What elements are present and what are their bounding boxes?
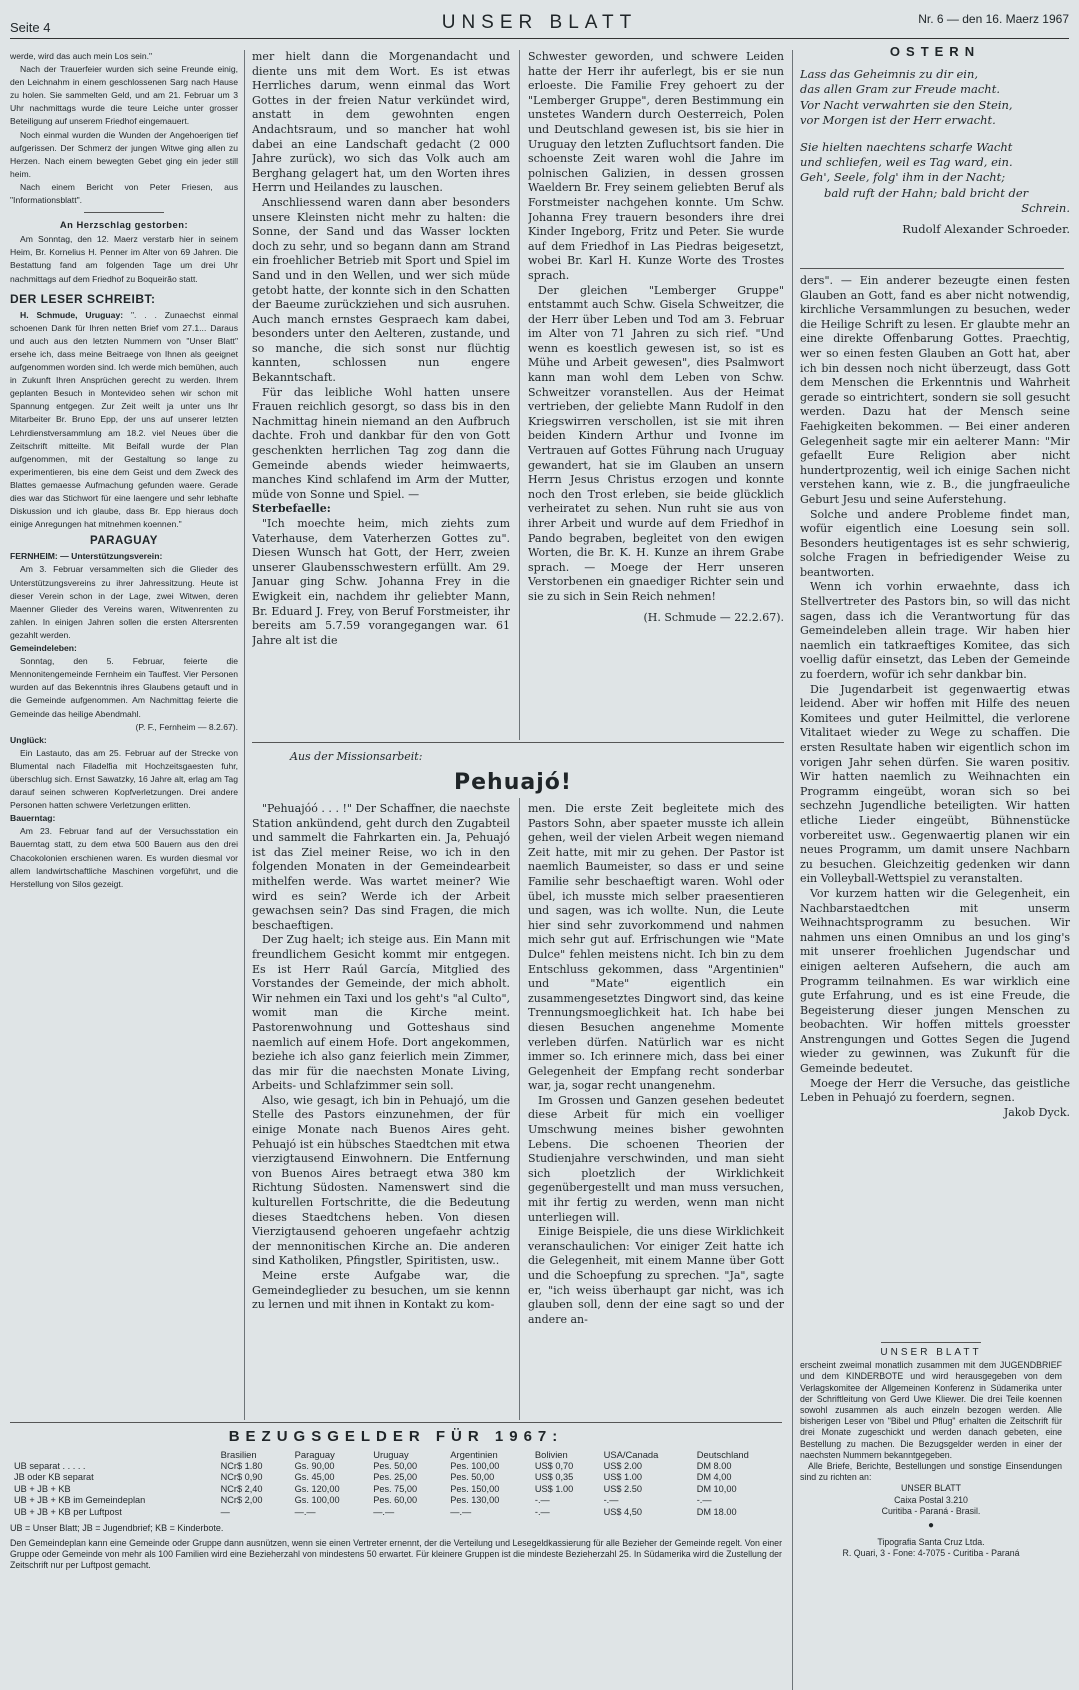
article-column-left bbox=[252, 802, 510, 1420]
poem-stanza-1 bbox=[800, 67, 1070, 128]
column-header: Deutschland bbox=[696, 1449, 749, 1460]
obituary-signature: (H. Schmude — 22.2.67). bbox=[643, 610, 784, 624]
column-header: Argentinien bbox=[450, 1449, 498, 1460]
address-line: UNSER BLATT bbox=[901, 1483, 961, 1494]
article-column-right bbox=[800, 274, 1070, 1324]
unglueck-heading: Unglück: bbox=[10, 734, 47, 745]
column-header: Uruguay bbox=[373, 1449, 409, 1460]
table-cell: US$ 4,50 bbox=[603, 1506, 642, 1517]
table-cell: UB separat . . . . . bbox=[14, 1460, 86, 1471]
table-row bbox=[10, 1484, 782, 1496]
table-cell: US$ 1.00 bbox=[534, 1483, 574, 1494]
fernheim-heading: FERNHEIM: — Unterstützungsverein: bbox=[10, 551, 163, 562]
bauerntag-text: Am 23. Februar fand auf der Versuchsstation ein Bauerntag statt, zu dem etwa 500 Bauern aus den drei Chacokolonien erschienen waren. Es wurden diesmal vor allem landwirtschaftliche Maschinen vorgeführt, und die Herstellung von Silos gezeigt. bbox=[10, 826, 238, 889]
table-cell: Gs. 90,00 bbox=[294, 1460, 335, 1471]
table-cell: Pes. 25,00 bbox=[373, 1472, 418, 1483]
news-paragraph: Noch einmal wurden die Wunden der Angehoerigen tief aufgerissen. Der Schmerz der jungen Witwe ging allen zu Herzen. Nach einem bewegten Gebet ging ein jeder still heim. bbox=[10, 129, 238, 179]
gemeindeleben-text: Sonntag, den 5. Februar, feierte die Mennonitengemeinde Fernheim ein Tauffest. Vier Personen wurden auf das Bekenntnis ihres Glaubens getauft und in die Gemeinde aufgenommen. Am Nachmittag feierte die Gemeinde das heilige Abendmahl. bbox=[10, 656, 238, 719]
table-cell: DM 4,00 bbox=[696, 1472, 732, 1483]
impressum-rule bbox=[881, 1342, 981, 1343]
table-cell: US$ 2.00 bbox=[603, 1460, 642, 1471]
bauerntag-heading: Bauerntag: bbox=[10, 813, 56, 824]
table-row bbox=[10, 1507, 782, 1519]
report-paragraph: Für das leibliche Wohl hatten unsere Frauen reichlich gesorgt, so dass bis in den Nachmittag hinein niemand an den Aufbruch dachte. Froh und dankbar für den von Gott geschenkten herrlichen Tag zog dann die Gemeinde abends wieder heimwaerts, manches Kind schlafend im Arm der Mutter, müde von Sonne und Spiel. — bbox=[252, 385, 510, 501]
prices-note: Den Gemeindeplan kann eine Gemeinde oder Gruppe dann ausnützen, wenn sie einen Vertreter ernennt, der die Verteilung und Lesegeldkassierung für alle Bezieher der Gemeinde regelt. Von einer Gruppe oder Gemeinde von mehr als 100 Familien wird eine Bezieherzahl von mindestens 50 erwartet. Für kleinere Gruppen ist die mindeste Bezieherzahl 25. In Südamerika wird die Zustellung der Zeitschrift nur per Luftpost gemacht. bbox=[10, 1537, 782, 1570]
table-cell: US$ 0,35 bbox=[534, 1472, 574, 1483]
masthead-title: UNSER BLATT bbox=[441, 12, 638, 33]
article-paragraph: Meine erste Aufgabe war, die Gemeindeglieder zu besuchen, um sie kennn zu lernen und mit ihnen in Kontakt zu kom- bbox=[252, 1269, 510, 1312]
poem-line: das allen Gram zur Freude macht. bbox=[800, 82, 1000, 97]
table-cell: -.— bbox=[534, 1506, 550, 1517]
article-paragraph: Einige Beispiele, die uns diese Wirklichkeit veranschaulichen: Vor einiger Zeit hatte ich die Gelegenheit, mit einem Manne über Gott und die Schoepfung zu sprechen. "Ja", sagte er, "ich weiss überhaupt gar nicht, was ich glauben soll, denn der eine sagt so und der andere an- bbox=[528, 1225, 784, 1326]
table-cell: UB + JB + KB bbox=[14, 1483, 71, 1494]
article-paragraph: men. Die erste Zeit begleitete mich des Pastors Sohn, aber spaeter musste ich allein gehen, weil der vielen Arbeit wegen niemand Zeit hatte, mit mir zu gehen. Der Pastor ist naemlich Baumeister, so dass er und seine Familie sehr beschaeftigt waren. Wohl oder übel, ich musste mich selber praesentieren und sagen, was ich wollte. Nun, die Leute hier sind sehr zuvorkommend und nahmen mich sehr gut auf. Erfrischungen wie "Mate Dulce" fehlen meistens nicht. Ich bin zu dem Entschluss gekommen, dass "Argentinien" und "Mate" eigentlich ein zusammengesetztes Dingwort sind, das keine Trennungsmoeglichkeit hat. Ich habe bei diesen Besuchen angenehme Momente verleben dürfen. Natürlich war es nicht immer so. Ich erinnere mich, dass bei einer Gelegenheit der Empfang recht sonderbar war, ja, sogar recht unangenehm. bbox=[528, 802, 784, 1093]
poem-line: Vor Nacht verwahrten sie den Stein, bbox=[800, 97, 1013, 112]
fernheim-text: Am 3. Februar versammelten sich die Glieder des Unterstützungsvereins zu ihrer Jahressitzung. Heute ist dieser Verein schon in der Lage, zwei Witwen, deren Maenner Glieder des Vereins waren, Witwenrenten zu zahlen. In einigen Jahren sollen die ersten Altersrenten gezahlt werden. bbox=[10, 564, 238, 640]
article-paragraph: Also, wie gesagt, ich bin in Pehuajó, um die Stelle des Pastors einzunehmen, der für einige Monate nach Buenos Aires geht. Pehuajó ist ein hübsches Staedtchen mit etwa vierzigtausend Einwohnern. Die Entfernung von Buenos Aires betraegt etwa 380 km Richtung Südosten. Namenswert sind die kulturellen Fortschritte, die die Bedeutung dieses Staedtchens heben. Von diesen Vierzigtausend gehoeren ungefaehr achtzig der mennonitischen Kirche an. Die anderen sind Katholiken, Pfingstler, Spiritisten, usw.. bbox=[252, 1093, 510, 1268]
obituary-paragraph: Der gleichen "Lemberger Gruppe" entstammt auch Schw. Gisela Schweitzer, die der Herr über Leben und Tod am 3. Februar im Alter von 71 Jahren zu sich rief. "Und wenn es koestlich gewesen ist, so ist es Mühe und Arbeit gewesen", dies Psalmwort kann man wohl dem Leben von Schw. Schweitzer voranstellen. Aus der Heimat vertrieben, der geliebte Mann Rudolf in den Kriegswirren verschollen, ist sie mit ihren beiden Kindern Arthur und Ivonne im Vertrauen auf Gottes Führung nach Uruguay gewandert, hat sie im Glauben an unsern Herrn Jesus Christus erzogen und konnte noch den Trost erleben, sie beide glücklich verheiratet zu sehen. Nun ruht sie aus von ihrer Arbeit und wurde auf dem Friedhof in Pando begraben, begleitet von den ewigen Worten, die Br. K. H. Kunze an ihrem Grabe sprach. — Moege der Herr unseren Verstorbenen ein gnaediger Richter sein und sie zu sich in Sein Reich nehmen! bbox=[528, 283, 784, 603]
obituary-heading: An Herzschlag gestorben: bbox=[59, 219, 189, 231]
bullet-icon: ● bbox=[927, 1520, 935, 1532]
table-cell: Pes. 130,00 bbox=[450, 1495, 500, 1506]
poem-author: Rudolf Alexander Schroeder. bbox=[902, 222, 1070, 237]
article-paragraph: Die Jugendarbeit ist gegenwaertig etwas leidend. Aber wir hoffen mit Hilfe des neuen Komitees und guter Heilmittel, die verlorene Vitalitaet wieder zu Wege zu schaffen. Die ersten Resultate haben wir eigentlich schon im vorigen Jahr sehen dürfen. Sie waren positiv. Wir hatten naemlich zu Weihnachten ein Programm eingeübt, woran sich so bei sechzehn Jugendliche beteiligten. Wir hatten etliche Lieder eingeübt, Bühnenstücke vorbereitet usw.. Gegenwaertig planen wir ein neues Programm, um damit unsere Nachbarn zu besuchen. Gleichzeitig gedenken wir dann ein Volleyball-Wettspiel zu veranstalten. bbox=[800, 682, 1070, 886]
column-header: Brasilien bbox=[220, 1449, 257, 1460]
poem-line: Sie hielten naechtens scharfe Wacht bbox=[800, 140, 1013, 155]
address-line: Curitiba - Paraná - Brasil. bbox=[881, 1505, 981, 1516]
poem-line: vor Morgen ist der Herr erwacht. bbox=[800, 112, 996, 127]
column-header bbox=[10, 1449, 217, 1461]
article-paragraph: Moege der Herr die Versuche, das geistliche Leben in Pehuajó zu foerdern, segnen. bbox=[800, 1076, 1070, 1105]
easter-poem bbox=[800, 44, 1070, 264]
table-cell: JB oder KB separat bbox=[14, 1472, 94, 1483]
sterbefaelle-heading: Sterbefaelle: bbox=[252, 502, 331, 516]
prices-legend: UB = Unser Blatt; JB = Jugendbrief; KB = Kinderbote. bbox=[10, 1522, 224, 1533]
table-cell: Gs. 100,00 bbox=[294, 1495, 340, 1506]
obituary-text: Am Sonntag, den 12. Maerz verstarb hier in seinem Heim, Br. Kornelius H. Penner im Alter von 69 Jahren. Die Bestattung fand am folgenden Tage um drei Uhr nachmittags auf dem Friedhof zu Boqueirão statt. bbox=[10, 234, 238, 284]
table-cell: US$ 2.50 bbox=[603, 1483, 642, 1494]
table-cell: NCr$ 2,40 bbox=[220, 1483, 263, 1494]
table-cell: -.— bbox=[534, 1495, 550, 1506]
column-divider-3 bbox=[792, 50, 793, 1690]
column-header: USA/Canada bbox=[603, 1449, 659, 1460]
table-cell: Pes. 60,00 bbox=[373, 1495, 418, 1506]
column-obituaries bbox=[528, 50, 784, 740]
gemeindeleben-signature: (P. F., Fernheim — 8.2.67). bbox=[135, 721, 238, 732]
article-signature: Jakob Dyck. bbox=[1003, 1105, 1070, 1119]
column-header: Bolivien bbox=[534, 1449, 568, 1460]
table-header-row bbox=[10, 1449, 782, 1461]
article-paragraph: Der Zug haelt; ich steige aus. Ein Mann mit freundlichem Gesicht kommt mir entgegen. Es ist Herr Raúl García, Mitglied des Vorstandes der Gemeinde, der mich abholt. Wir nehmen ein Taxi und los geht's "al Culto", womit man die Kirche meint. Pastorenwohnung und Gotteshaus sind naemlich auf einem Hofe. Dort angekommen, beziehe ich also ganz feierlich mein Zimmer, das mir für die naechsten Monate Living, Arbeits- und Schlafzimmer sein soll. bbox=[252, 933, 510, 1093]
column-divider-1 bbox=[244, 50, 245, 1420]
article-title: Pehuajó! bbox=[454, 770, 572, 795]
poem-line: bald ruft der Hahn; bald bricht der bbox=[824, 185, 1029, 200]
table-cell: DM 18.00 bbox=[696, 1506, 737, 1517]
table-row bbox=[10, 1472, 782, 1484]
article-kicker: Aus der Missionsarbeit: bbox=[290, 750, 423, 763]
sterbefaelle-text: "Ich moechte heim, mich ziehts zum Vaterhause, dem Vaterherzen Gottes zu". Diesen Wunsch hat Gott, der Herr, zweien unserer Glaubensschwestern erfüllt. Am 29. Januar ging Schw. Johanna Frey in die Ewigkeit ein, nachdem ihr geliebter Mann, Br. Eduard J. Frey, von Beruf Forstmeister, ihr bereits am 5.7.59 vorangegangen war. 61 Jahre alt ist die bbox=[252, 517, 510, 647]
column-church-report bbox=[252, 50, 510, 740]
table-cell: — bbox=[220, 1506, 230, 1517]
report-paragraph: Anschliessend waren dann aber besonders unsere Kleinsten nicht mehr zu halten: die Sonne, der Sand und das Wasser lockten doch zu sehr, und so begann dann am Strand ein froehlicher Betrieb mit Sport und Spiel im Sand und in den Wellen, und wer sich müde getobt hatte, der konnte sich in den Schatten der Baeume zurückziehen und sich ausruhen. Auch manch ernstes Gespraech kam dabei, besonders unter den Aelteren, zustande, und so manche, die sich sonst nur flüchtig kannten, schlossen nun engere Bekanntschaft. bbox=[252, 195, 510, 385]
obituary-paragraph: Schwester geworden, und schwere Leiden hatte der Herr ihr auferlegt, bis er sie nun erloeste. Die Familie Frey gehoert zu der "Lemberger Gruppe", deren Bestimmung ein unstetes Wandern durch Oesterreich, Polen und Deutschland gewesen ist, bis sie hier in Uruguay den letzten Zufluchtsort fanden. Die schoenste Zeit waren wohl die Jahre im polnischen Galizien, in dessen grossen Waeldern Br. Frey seinem geliebten Beruf als Forstmeister nachgehen konnte. Um Schw. Johanna Frey trauern besonders ihre drei Kinder Ingeborg, Fritz und Peter. Sie wurde auf dem Friedhof in Las Piedras beigesetzt, wobei Br. Karl H. Kunze Worte des Trostes sprach. bbox=[528, 50, 784, 282]
table-cell: Pes. 75,00 bbox=[373, 1483, 418, 1494]
table-cell: UB + JB + KB per Luftpost bbox=[14, 1506, 122, 1517]
table-cell: DM 10,00 bbox=[696, 1483, 737, 1494]
table-cell: Pes. 50,00 bbox=[373, 1460, 418, 1471]
table-cell: US$ 1.00 bbox=[603, 1472, 642, 1483]
subscription-prices bbox=[10, 1428, 782, 1571]
table-cell: —.— bbox=[294, 1506, 316, 1517]
section-rule bbox=[84, 212, 164, 213]
letters-heading: DER LESER SCHREIBT: bbox=[10, 291, 156, 306]
table-cell: -.— bbox=[603, 1495, 619, 1506]
article-paragraph: Solche und andere Probleme findet man, wofür eigentlich eine Loesung sein soll. Besonders heutigentages ist es sehr schwierig, solche Fragen in befriedigender Weise zu beantworten. bbox=[800, 507, 1070, 579]
report-paragraph: mer hielt dann die Morgenandacht und diente uns mit dem Wort. Es ist etwas Herrliches darum, wenn einmal das Wort Gottes in der freien Natur verkündet wird, anstatt in dem gewohnten engen Andachtsraum, und so mancher hat wohl dabei an eine Landschaft gedacht (2 000 Jahre zurück), wo sich das Volk auch am Berghang gelagert hat, um den Worten ihres Herrn und Heilandes zu lauschen. bbox=[252, 50, 510, 195]
table-cell: -.— bbox=[696, 1495, 712, 1506]
letter-text: ". . . Zunaechst einmal schoenen Dank für Ihren netten Brief vom 27.1... Daraus und auch aus den letzten Nummern von "Unser Blatt" ersehe ich, dass meine Beitraege von Ihnen als geeignet aufgenommen worden sind. Ich werde mich bemühen, auch in Zukunft Ihren Ansprüchen gerecht zu werden. Ihrem geplanten Besuch in Montevideo sehen wir schon mit Spannung entgegen. Zur Zeit weilt ja unter uns Ihr Mitarbeiter Br. Bruno Epp, der uns auf unserer letzten Lehrdienstversammlung am 18.2. viel Neues über die Zeitschrift mitteilte. Mit Beifall wurde der Plan aufgenommen, mit der Gestaltung so lange zu experimentieren, bis eine dem Geist und dem Zweck des Blattes gemaesse Aufmachung gefunden waere. Gerade dies war das Stichwort für eine laengere und sehr lebhafte Diskussion und ich glaube, dass Br. Epp hieraus doch einige Anregungen hat mitnehmen koennen." bbox=[10, 309, 238, 530]
news-paragraph: Nach der Trauerfeier wurden sich seine Freunde einig, den Leichnahm in einem geschlossenen Sarg nach Hause zu holen. Sie sammelten Geld, und am 21. Februar um 3 Uhr nachmittags wurde die teure Leiche unter grosser Beteiligung auf unserem Friedhof eingemauert. bbox=[10, 64, 238, 127]
article-paragraph: "Pehuajóó . . . !" Der Schaffner, die naechste Station ankündend, geht durch den Zugabteil und sammelt die Fahrkarten ein. Ja, Pehuajó ist das Ziel meiner Reise, wo ich in den folgenden Monaten in der Gemeindearbeit mithelfen werde. Was wartet meiner? Wie wird es sein? Werde ich der Arbeit gewachsen sein? Das sind Fragen, die mich beschaeftigen. bbox=[252, 802, 510, 932]
article-paragraph: Im Grossen und Ganzen gesehen bedeutet diese Arbeit für mich ein voelliger Umschwung meines bisher gewohnten Lebens. Die schoenen Theorien der Studienjahre verschwinden, und man sieht sich ploetzlich der Wirklichkeit gegenübergestellt und man muss versuchen, mit ihr fertig zu werden, wenn man nicht unterliegen will. bbox=[528, 1093, 784, 1224]
impressum-title: UNSER BLATT bbox=[880, 1347, 982, 1358]
poem-title: OSTERN bbox=[889, 44, 981, 59]
table-cell: DM 8.00 bbox=[696, 1460, 732, 1471]
table-row bbox=[10, 1461, 782, 1473]
column-header: Paraguay bbox=[294, 1449, 335, 1460]
article-paragraph: ders". — Ein anderer bezeugte einen festen Glauben an Gott, fand es aber nicht notwendig, kirchliche Versammlungen zu besuchen, weder die Heilige Schrift zu lesen. Er glaubte mehr an eine direkte Offenbarung Gottes. Praechtig, wer so einen festen Glauben an Gott hat, aber ich bin dessen noch nicht überzeugt, dass Gott dem Menschen die Erkenntnis und Wahrheit gerade so eintrichtert, sondern sie soll gesucht werden. Dazu hat der Mensch seine Faehigkeiten bekommen. — Bei einer anderen Gelegenheit sagte mir ein aelterer Mann: "Mir gefaellt Eure Religion aber nicht hundertprozentig, weil ich einige Sachen nicht verstehen kann, wie z. B., die jungfraeuliche Geburt Jesu und seine Auferstehung. bbox=[800, 274, 1070, 506]
article-divider bbox=[252, 742, 784, 743]
table-cell: NCr$ 1.80 bbox=[220, 1460, 263, 1471]
news-source: Nach einem Bericht von Peter Friesen, aus "Informationsblatt". bbox=[10, 181, 238, 206]
column-divider-2b bbox=[519, 798, 520, 1420]
table-cell: Gs. 45,00 bbox=[294, 1472, 335, 1483]
article-column-middle bbox=[528, 802, 784, 1420]
column-news bbox=[10, 50, 238, 1420]
prices-table bbox=[10, 1449, 782, 1519]
table-cell: Pes. 150,00 bbox=[450, 1483, 500, 1494]
article-paragraph: Wenn ich vorhin erwaehnte, dass ich Stellvertreter des Pastors bin, so will das nicht sagen, dass ich die Verantwortung für das Gemeindeleben allein trage. Wir haben hier naemlich ein tatkraeftiges Komitee, das sich voellig dafür einsetzt, das Leben der Gemeinde zu foerdern, wofür ich sehr dankbar bin. bbox=[800, 580, 1070, 682]
unglueck-text: Ein Lastauto, das am 25. Februar auf der Strecke von Blumental nach Filadelfia mit Hochzeitsgaesten fuhr, überschlug sich. Ernst Sawatzky, 16 Jahre alt, erlag am Tag darauf seinen schweren Kopfverletzungen. Drei andere Personen hatten schwere Verletzungen erlitten. bbox=[10, 747, 238, 811]
table-cell: NCr$ 0,90 bbox=[220, 1472, 263, 1483]
news-paragraph: werde, wird das auch mein Los sein." bbox=[10, 51, 153, 61]
table-cell: NCr$ 2,00 bbox=[220, 1495, 263, 1506]
table-cell: Pes. 50,00 bbox=[450, 1472, 495, 1483]
poem-line: Lass das Geheimnis zu dir ein, bbox=[800, 67, 979, 82]
issue-date: Nr. 6 — den 16. Maerz 1967 bbox=[918, 12, 1069, 26]
poem-divider bbox=[800, 268, 1064, 269]
impressum-contact-text: Alle Briefe, Berichte, Bestellungen und sonstige Einsendungen sind zu richten an: bbox=[800, 1461, 1062, 1483]
address-line: Caixa Postal 3.210 bbox=[894, 1494, 968, 1505]
header-rule bbox=[10, 38, 1069, 39]
printer-line: Tipografia Santa Cruz Ltda. bbox=[877, 1537, 985, 1548]
impressum-box bbox=[800, 1342, 1062, 1560]
table-cell: —.— bbox=[450, 1506, 472, 1517]
printer-line: R. Quari, 3 - Fone: 4-7075 - Curitiba - Paraná bbox=[842, 1548, 1020, 1559]
page-header bbox=[10, 4, 1069, 38]
gemeindeleben-heading: Gemeindeleben: bbox=[10, 643, 77, 654]
article-paragraph: Vor kurzem hatten wir die Gelegenheit, ein Nachbarstaedtchen mit unserm Weihnachtsprogramm zu besuchen. Wir nahmen uns einen Omnibus an und los ging's mit unserer froehlichen Jugendschar und einigen aelteren Aufsehern, die auch am Programm teilnahmen. Es war wirklich eine gute Erfahrung, und es ist eine Freude, die Begeisterung dieser jungen Menschen zu beobachten. Wir hoffen mittels groesster Anstrengungen und Gottes Segen die Jugend wieder zu gewinnen, was Zukunft für die Gemeinde bedeutet. bbox=[800, 886, 1070, 1076]
table-cell: —.— bbox=[373, 1506, 395, 1517]
paraguay-heading: PARAGUAY bbox=[90, 535, 158, 548]
column-divider-2 bbox=[519, 50, 520, 740]
poem-stanza-2 bbox=[800, 140, 1070, 216]
table-row bbox=[10, 1495, 782, 1507]
impressum-text: erscheint zweimal monatlich zusammen mit dem JUGENDBRIEF und dem KINDERBOTE und wird herausgegeben von dem Verlagskomitee der Allgemeinen Konferenz in Südamerika unter der Schriftleitung von Gerd Uwe Kliewer. Die drei Teile koennen sowohl zusammen als auch einzeln bezogen werden. Alle bisherigen Leser von "Bibel und Pflug" erhalten die Zeitschrift für drei Monate zugeschickt und werden danach gebeten, eine Bestellung zu machen. Die Bezugsgelder werden in einer der naechsten Nummern bekanntgegeben. bbox=[800, 1360, 1062, 1460]
letter-author: H. Schmude, Uruguay: bbox=[20, 309, 124, 320]
poem-line: Geh', Seele, folg' ihm in der Nacht; bbox=[800, 170, 1006, 185]
prices-title: BEZUGSGELDER FÜR 1967: bbox=[228, 1428, 564, 1445]
table-cell: UB + JB + KB im Gemeindeplan bbox=[14, 1495, 146, 1506]
prices-divider bbox=[10, 1422, 782, 1423]
table-cell: Gs. 120,00 bbox=[294, 1483, 340, 1494]
poem-line: und schliefen, weil es Tag ward, ein. bbox=[800, 155, 1013, 170]
table-cell: Pes. 100,00 bbox=[450, 1460, 500, 1471]
table-cell: US$ 0,70 bbox=[534, 1460, 574, 1471]
page-number: Seite 4 bbox=[10, 20, 51, 35]
poem-line: Schrein. bbox=[1021, 200, 1070, 215]
